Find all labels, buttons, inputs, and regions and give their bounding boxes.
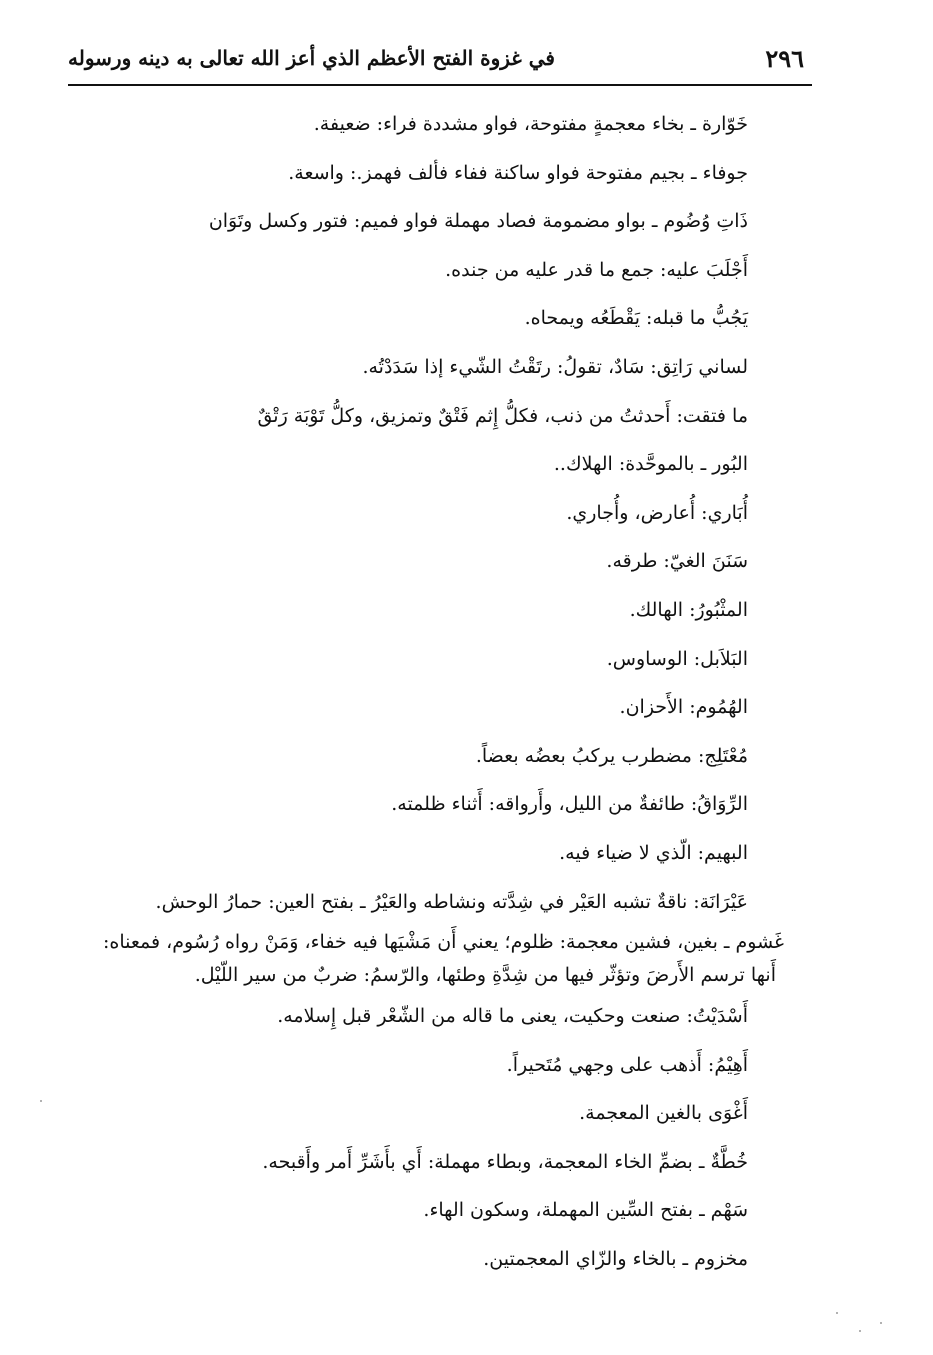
glossary-entry: أَهِيْمُ: أَذهب على وجهي مُتَحيراً. — [506, 1053, 748, 1076]
glossary-entry: لساني رَاتِق: سَادٌ، تقولُ: رتَقْتُ الشّيء إذا سَدَدْتُه. — [362, 355, 748, 378]
glossary-entry: الرِّوَاقُ: طائفةٌ من الليل، وأَرواقه: أَثناء ظلمته. — [391, 793, 748, 816]
glossary-entry: سَهْم ـ بفتح السِّين المهملة، وسكون الهاء. — [423, 1199, 748, 1222]
scan-speck — [836, 1312, 838, 1314]
glossary-entry: أَسْدَيْتُ: صنعت وحكيت، يعنى ما قاله من الشّعْر قبل إِسلامه. — [277, 1005, 748, 1028]
page-number: ٢٩٦ — [765, 44, 804, 73]
glossary-entry: أَغْوَى بالغين المعجمة. — [579, 1102, 748, 1125]
running-title: في غزوة الفتح الأعظم الذي أعز الله تعالى به دينه ورسوله — [68, 46, 555, 70]
glossary-entry: البهيم: الّذي لا ضياء فيه. — [559, 841, 748, 864]
glossary-entry: ذَاتِ وُضُوم ـ بواو مضمومة فصاد مهملة فواو فميم: فتور وكسل وتَوَان — [208, 210, 748, 233]
glossary-entry: أُبَاري: أُعارض، وأُجاري. — [566, 501, 748, 524]
glossary-entry: مُعْتَلِج: مضطرب يركبُ بعضُه بعضاً. — [475, 744, 748, 767]
glossary-entry: جوفاء ـ بجيم مفتوحة فواو ساكنة ففاء فألف فهمز.: واسعة. — [288, 161, 748, 184]
glossary-entry: خُطَّةٌ ـ بضمِّ الخاء المعجمة، وبطاء مهملة: أَي بأَشَرِّ أَمر وأَقبحه. — [262, 1150, 748, 1173]
glossary-entry: البُور ـ بالموحَّدة: الهلاك.. — [553, 453, 748, 476]
glossary-entry: خَوّارة ـ بخاء معجمةٍ مفتوحة، فواو مشددة فراء: ضعيفة. — [313, 113, 748, 135]
entry-line: غَشوم ـ بغين، فشين معجمة: ظلوم؛ يعني أَن مَشْيَها فيه خفاء، وَمَنْ رواه رُسُوم، فمعناه: — [102, 931, 784, 954]
glossary-entry: الهُمُوم: الأَحزان. — [619, 696, 748, 719]
glossary-entry: سَنَنَ الغيّ: طرقه. — [606, 550, 748, 573]
glossary-entry: عَيْرَانَة: ناقةٌ تشبه العَيْر في شِدَّته ونشاطه والعَيْرُ ـ بفتح العين: حمارُ الوحش. — [155, 890, 748, 913]
entry-line: أَنها ترسم الأَرضَ وتؤثّر فيها من شِدَّةِ وطئها، والرّسمُ: ضربٌ من سير اللّيْل. — [194, 964, 776, 987]
glossary-entry: المثْبُورُ: الهالك. — [629, 598, 748, 621]
glossary-entry: أَجْلَبَ عليه: جمع ما قدر عليه من جنده. — [445, 258, 748, 281]
header-divider — [68, 84, 812, 86]
page-header — [68, 40, 812, 84]
glossary-entry: يَجُبُّ ما قبله: يَقْطَعُه ويمحاه. — [524, 307, 748, 330]
glossary-entry: مخزوم ـ بالخاء والزّاي المعجمتين. — [483, 1248, 748, 1271]
scan-speck — [880, 1322, 882, 1324]
scan-speck — [40, 1100, 42, 1102]
glossary-entry: ما فتقت: أَحدثتُ من ذنب، فكلُّ إِثم فَتْقٌ وتمزيق، وكلُّ تَوْبَة رَتْقٌ — [257, 404, 748, 427]
scan-speck — [859, 1330, 861, 1332]
glossary-entry-wrapped — [48, 926, 784, 992]
glossary-list — [48, 100, 784, 1284]
glossary-entry: البَلاَبل: الوساوس. — [606, 647, 748, 670]
